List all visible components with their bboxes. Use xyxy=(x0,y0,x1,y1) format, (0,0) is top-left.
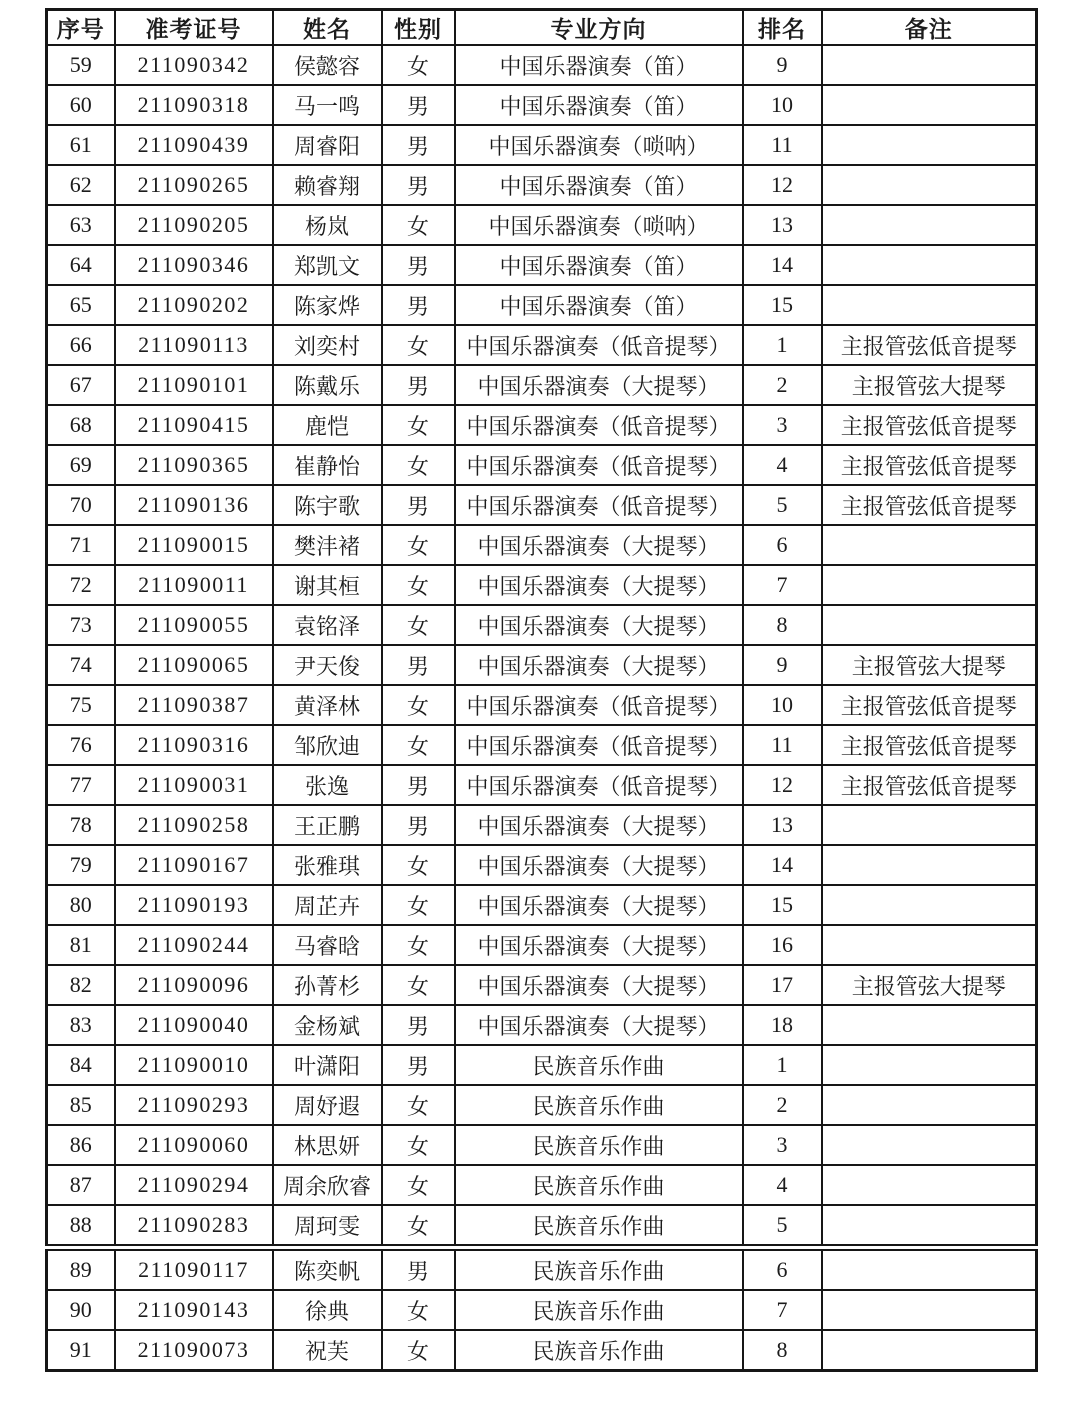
cell-major: 中国乐器演奏（大提琴） xyxy=(455,965,743,1005)
cell-gender: 女 xyxy=(382,1085,455,1125)
cell-note xyxy=(822,1045,1037,1085)
cell-exam-id: 211090293 xyxy=(115,1085,273,1125)
table-row xyxy=(47,365,1037,405)
table-row xyxy=(47,1165,1037,1205)
cell-serial-number: 77 xyxy=(47,765,115,805)
cell-serial-number: 61 xyxy=(47,125,115,165)
header-gender: 性别 xyxy=(382,10,455,46)
cell-note: 主报管弦大提琴 xyxy=(822,645,1037,685)
table-row xyxy=(47,1205,1037,1248)
cell-major: 中国乐器演奏（大提琴） xyxy=(455,925,743,965)
cell-gender: 女 xyxy=(382,1125,455,1165)
cell-name: 徐典 xyxy=(273,1290,382,1330)
cell-name: 马睿晗 xyxy=(273,925,382,965)
cell-name: 周余欣睿 xyxy=(273,1165,382,1205)
cell-major: 中国乐器演奏（唢呐） xyxy=(455,205,743,245)
cell-note xyxy=(822,245,1037,285)
cell-major: 民族音乐作曲 xyxy=(455,1330,743,1371)
header-row xyxy=(47,10,1037,46)
cell-note xyxy=(822,1205,1037,1248)
cell-gender: 男 xyxy=(382,285,455,325)
cell-serial-number: 90 xyxy=(47,1290,115,1330)
cell-major: 中国乐器演奏（笛） xyxy=(455,85,743,125)
cell-name: 王正鹏 xyxy=(273,805,382,845)
cell-name: 孙菁杉 xyxy=(273,965,382,1005)
cell-rank: 2 xyxy=(743,1085,822,1125)
cell-exam-id: 211090439 xyxy=(115,125,273,165)
cell-gender: 女 xyxy=(382,1330,455,1371)
cell-serial-number: 83 xyxy=(47,1005,115,1045)
cell-gender: 女 xyxy=(382,525,455,565)
cell-exam-id: 211090096 xyxy=(115,965,273,1005)
cell-note xyxy=(822,165,1037,205)
exam-results-sheet xyxy=(45,8,1035,1372)
cell-name: 崔静怡 xyxy=(273,445,382,485)
cell-note: 主报管弦低音提琴 xyxy=(822,485,1037,525)
cell-major: 中国乐器演奏（大提琴） xyxy=(455,885,743,925)
cell-exam-id: 211090258 xyxy=(115,805,273,845)
table-row xyxy=(47,1085,1037,1125)
cell-exam-id: 211090015 xyxy=(115,525,273,565)
cell-serial-number: 72 xyxy=(47,565,115,605)
cell-major: 中国乐器演奏（笛） xyxy=(455,165,743,205)
cell-exam-id: 211090342 xyxy=(115,45,273,85)
table-row xyxy=(47,1330,1037,1371)
cell-serial-number: 68 xyxy=(47,405,115,445)
cell-serial-number: 67 xyxy=(47,365,115,405)
cell-name: 谢其桓 xyxy=(273,565,382,605)
table-row xyxy=(47,45,1037,85)
cell-gender: 男 xyxy=(382,1045,455,1085)
table-row xyxy=(47,165,1037,205)
header-note: 备注 xyxy=(822,10,1037,46)
cell-exam-id: 211090265 xyxy=(115,165,273,205)
cell-rank: 2 xyxy=(743,365,822,405)
cell-note xyxy=(822,1005,1037,1045)
table-row xyxy=(47,485,1037,525)
table-row xyxy=(47,885,1037,925)
cell-name: 鹿恺 xyxy=(273,405,382,445)
cell-gender: 女 xyxy=(382,725,455,765)
cell-name: 金杨斌 xyxy=(273,1005,382,1045)
cell-note xyxy=(822,925,1037,965)
cell-gender: 女 xyxy=(382,405,455,445)
cell-major: 民族音乐作曲 xyxy=(455,1205,743,1248)
cell-exam-id: 211090113 xyxy=(115,325,273,365)
cell-rank: 14 xyxy=(743,845,822,885)
cell-note xyxy=(822,885,1037,925)
cell-gender: 男 xyxy=(382,165,455,205)
table-row xyxy=(47,445,1037,485)
cell-major: 中国乐器演奏（低音提琴） xyxy=(455,725,743,765)
cell-serial-number: 60 xyxy=(47,85,115,125)
table-row xyxy=(47,405,1037,445)
cell-rank: 13 xyxy=(743,805,822,845)
cell-exam-id: 211090031 xyxy=(115,765,273,805)
cell-rank: 3 xyxy=(743,405,822,445)
cell-name: 袁铭泽 xyxy=(273,605,382,645)
cell-gender: 男 xyxy=(382,805,455,845)
cell-name: 周珂雯 xyxy=(273,1205,382,1248)
cell-serial-number: 76 xyxy=(47,725,115,765)
cell-major: 中国乐器演奏（笛） xyxy=(455,45,743,85)
cell-rank: 4 xyxy=(743,1165,822,1205)
cell-serial-number: 69 xyxy=(47,445,115,485)
cell-exam-id: 211090202 xyxy=(115,285,273,325)
cell-note xyxy=(822,1165,1037,1205)
cell-gender: 女 xyxy=(382,925,455,965)
cell-major: 中国乐器演奏（大提琴） xyxy=(455,645,743,685)
cell-rank: 10 xyxy=(743,685,822,725)
cell-serial-number: 59 xyxy=(47,45,115,85)
cell-gender: 女 xyxy=(382,45,455,85)
cell-gender: 男 xyxy=(382,765,455,805)
cell-note xyxy=(822,205,1037,245)
cell-serial-number: 62 xyxy=(47,165,115,205)
cell-name: 陈家烨 xyxy=(273,285,382,325)
header-name: 姓名 xyxy=(273,10,382,46)
cell-note: 主报管弦大提琴 xyxy=(822,365,1037,405)
cell-exam-id: 211090346 xyxy=(115,245,273,285)
table-row xyxy=(47,285,1037,325)
cell-exam-id: 211090055 xyxy=(115,605,273,645)
header-rank: 排名 xyxy=(743,10,822,46)
cell-serial-number: 87 xyxy=(47,1165,115,1205)
cell-gender: 女 xyxy=(382,565,455,605)
cell-serial-number: 82 xyxy=(47,965,115,1005)
cell-major: 中国乐器演奏（大提琴） xyxy=(455,845,743,885)
cell-serial-number: 91 xyxy=(47,1330,115,1371)
cell-note xyxy=(822,1125,1037,1165)
cell-name: 邹欣迪 xyxy=(273,725,382,765)
cell-rank: 5 xyxy=(743,485,822,525)
cell-gender: 女 xyxy=(382,1290,455,1330)
cell-name: 张雅琪 xyxy=(273,845,382,885)
cell-serial-number: 71 xyxy=(47,525,115,565)
cell-major: 中国乐器演奏（大提琴） xyxy=(455,1005,743,1045)
cell-exam-id: 211090415 xyxy=(115,405,273,445)
cell-rank: 7 xyxy=(743,1290,822,1330)
table-row xyxy=(47,1005,1037,1045)
cell-name: 周睿阳 xyxy=(273,125,382,165)
cell-rank: 9 xyxy=(743,645,822,685)
cell-note xyxy=(822,805,1037,845)
cell-exam-id: 211090136 xyxy=(115,485,273,525)
cell-note xyxy=(822,605,1037,645)
cell-major: 民族音乐作曲 xyxy=(455,1290,743,1330)
cell-name: 樊沣褚 xyxy=(273,525,382,565)
table-body xyxy=(47,45,1037,1371)
cell-name: 郑凯文 xyxy=(273,245,382,285)
cell-name: 张逸 xyxy=(273,765,382,805)
cell-rank: 11 xyxy=(743,725,822,765)
cell-note xyxy=(822,1248,1037,1291)
cell-rank: 9 xyxy=(743,45,822,85)
cell-major: 民族音乐作曲 xyxy=(455,1248,743,1291)
cell-major: 中国乐器演奏（低音提琴） xyxy=(455,445,743,485)
cell-serial-number: 74 xyxy=(47,645,115,685)
table-row xyxy=(47,805,1037,845)
cell-exam-id: 211090294 xyxy=(115,1165,273,1205)
cell-serial-number: 73 xyxy=(47,605,115,645)
cell-rank: 12 xyxy=(743,165,822,205)
cell-gender: 女 xyxy=(382,965,455,1005)
cell-name: 黄泽林 xyxy=(273,685,382,725)
cell-major: 中国乐器演奏（低音提琴） xyxy=(455,325,743,365)
cell-name: 陈奕帆 xyxy=(273,1248,382,1291)
cell-name: 周妤遐 xyxy=(273,1085,382,1125)
table-row xyxy=(47,1248,1037,1291)
cell-note xyxy=(822,85,1037,125)
cell-major: 中国乐器演奏（大提琴） xyxy=(455,565,743,605)
table-header xyxy=(47,10,1037,46)
cell-serial-number: 81 xyxy=(47,925,115,965)
cell-note: 主报管弦低音提琴 xyxy=(822,765,1037,805)
cell-note: 主报管弦低音提琴 xyxy=(822,685,1037,725)
cell-major: 中国乐器演奏（低音提琴） xyxy=(455,485,743,525)
cell-note: 主报管弦低音提琴 xyxy=(822,405,1037,445)
cell-exam-id: 211090318 xyxy=(115,85,273,125)
cell-rank: 15 xyxy=(743,885,822,925)
table-row xyxy=(47,765,1037,805)
cell-gender: 男 xyxy=(382,365,455,405)
cell-gender: 男 xyxy=(382,245,455,285)
cell-exam-id: 211090040 xyxy=(115,1005,273,1045)
cell-name: 赖睿翔 xyxy=(273,165,382,205)
cell-exam-id: 211090387 xyxy=(115,685,273,725)
header-major: 专业方向 xyxy=(455,10,743,46)
cell-note: 主报管弦低音提琴 xyxy=(822,725,1037,765)
cell-exam-id: 211090065 xyxy=(115,645,273,685)
cell-gender: 女 xyxy=(382,205,455,245)
cell-gender: 女 xyxy=(382,885,455,925)
cell-exam-id: 211090283 xyxy=(115,1205,273,1248)
cell-rank: 16 xyxy=(743,925,822,965)
cell-rank: 14 xyxy=(743,245,822,285)
table-row xyxy=(47,965,1037,1005)
cell-major: 中国乐器演奏（唢呐） xyxy=(455,125,743,165)
cell-major: 中国乐器演奏（低音提琴） xyxy=(455,685,743,725)
table-row xyxy=(47,325,1037,365)
table-row xyxy=(47,645,1037,685)
cell-rank: 1 xyxy=(743,1045,822,1085)
cell-gender: 男 xyxy=(382,645,455,685)
cell-gender: 女 xyxy=(382,1205,455,1248)
cell-rank: 4 xyxy=(743,445,822,485)
cell-note xyxy=(822,1085,1037,1125)
cell-gender: 男 xyxy=(382,125,455,165)
cell-note xyxy=(822,525,1037,565)
cell-exam-id: 211090060 xyxy=(115,1125,273,1165)
cell-serial-number: 78 xyxy=(47,805,115,845)
table-row xyxy=(47,245,1037,285)
cell-serial-number: 75 xyxy=(47,685,115,725)
cell-major: 民族音乐作曲 xyxy=(455,1085,743,1125)
cell-name: 叶潇阳 xyxy=(273,1045,382,1085)
cell-exam-id: 211090193 xyxy=(115,885,273,925)
cell-name: 周芷卉 xyxy=(273,885,382,925)
cell-rank: 12 xyxy=(743,765,822,805)
cell-exam-id: 211090167 xyxy=(115,845,273,885)
results-table xyxy=(45,8,1038,1372)
cell-gender: 男 xyxy=(382,1005,455,1045)
cell-note: 主报管弦低音提琴 xyxy=(822,445,1037,485)
cell-name: 陈戴乐 xyxy=(273,365,382,405)
cell-name: 马一鸣 xyxy=(273,85,382,125)
cell-gender: 女 xyxy=(382,325,455,365)
cell-major: 中国乐器演奏（低音提琴） xyxy=(455,765,743,805)
table-row xyxy=(47,725,1037,765)
cell-rank: 13 xyxy=(743,205,822,245)
cell-rank: 18 xyxy=(743,1005,822,1045)
cell-name: 林思妍 xyxy=(273,1125,382,1165)
cell-name: 侯懿容 xyxy=(273,45,382,85)
cell-name: 杨岚 xyxy=(273,205,382,245)
cell-rank: 6 xyxy=(743,1248,822,1291)
cell-exam-id: 211090117 xyxy=(115,1248,273,1291)
cell-note xyxy=(822,285,1037,325)
table-row xyxy=(47,1290,1037,1330)
table-row xyxy=(47,1045,1037,1085)
cell-serial-number: 66 xyxy=(47,325,115,365)
header-exam-id: 准考证号 xyxy=(115,10,273,46)
cell-gender: 男 xyxy=(382,1248,455,1291)
cell-serial-number: 79 xyxy=(47,845,115,885)
cell-note xyxy=(822,45,1037,85)
cell-rank: 7 xyxy=(743,565,822,605)
cell-rank: 15 xyxy=(743,285,822,325)
cell-serial-number: 84 xyxy=(47,1045,115,1085)
cell-gender: 女 xyxy=(382,605,455,645)
cell-serial-number: 89 xyxy=(47,1248,115,1291)
table-row xyxy=(47,85,1037,125)
cell-major: 中国乐器演奏（大提琴） xyxy=(455,525,743,565)
cell-rank: 6 xyxy=(743,525,822,565)
table-row xyxy=(47,685,1037,725)
cell-serial-number: 70 xyxy=(47,485,115,525)
cell-serial-number: 86 xyxy=(47,1125,115,1165)
cell-gender: 女 xyxy=(382,1165,455,1205)
cell-name: 陈宇歌 xyxy=(273,485,382,525)
cell-major: 中国乐器演奏（大提琴） xyxy=(455,365,743,405)
cell-note xyxy=(822,1290,1037,1330)
cell-exam-id: 211090205 xyxy=(115,205,273,245)
cell-major: 民族音乐作曲 xyxy=(455,1045,743,1085)
cell-gender: 女 xyxy=(382,445,455,485)
cell-major: 中国乐器演奏（大提琴） xyxy=(455,605,743,645)
cell-gender: 男 xyxy=(382,485,455,525)
cell-exam-id: 211090073 xyxy=(115,1330,273,1371)
cell-serial-number: 65 xyxy=(47,285,115,325)
cell-major: 中国乐器演奏（低音提琴） xyxy=(455,405,743,445)
cell-rank: 8 xyxy=(743,605,822,645)
cell-gender: 女 xyxy=(382,845,455,885)
cell-serial-number: 85 xyxy=(47,1085,115,1125)
table-row xyxy=(47,925,1037,965)
table-row xyxy=(47,125,1037,165)
cell-serial-number: 64 xyxy=(47,245,115,285)
cell-rank: 8 xyxy=(743,1330,822,1371)
table-row xyxy=(47,205,1037,245)
cell-rank: 10 xyxy=(743,85,822,125)
cell-rank: 5 xyxy=(743,1205,822,1248)
table-row xyxy=(47,605,1037,645)
cell-serial-number: 80 xyxy=(47,885,115,925)
cell-exam-id: 211090101 xyxy=(115,365,273,405)
cell-serial-number: 88 xyxy=(47,1205,115,1248)
cell-name: 尹天俊 xyxy=(273,645,382,685)
cell-exam-id: 211090244 xyxy=(115,925,273,965)
cell-exam-id: 211090143 xyxy=(115,1290,273,1330)
cell-major: 民族音乐作曲 xyxy=(455,1125,743,1165)
table-row xyxy=(47,1125,1037,1165)
table-row xyxy=(47,565,1037,605)
cell-major: 民族音乐作曲 xyxy=(455,1165,743,1205)
table-row xyxy=(47,845,1037,885)
cell-note xyxy=(822,1330,1037,1371)
cell-major: 中国乐器演奏（笛） xyxy=(455,285,743,325)
cell-serial-number: 63 xyxy=(47,205,115,245)
cell-note: 主报管弦大提琴 xyxy=(822,965,1037,1005)
cell-gender: 女 xyxy=(382,685,455,725)
cell-rank: 3 xyxy=(743,1125,822,1165)
table-row xyxy=(47,525,1037,565)
cell-name: 刘奕村 xyxy=(273,325,382,365)
cell-note xyxy=(822,125,1037,165)
cell-exam-id: 211090316 xyxy=(115,725,273,765)
cell-rank: 11 xyxy=(743,125,822,165)
cell-name: 祝芙 xyxy=(273,1330,382,1371)
header-serial-number: 序号 xyxy=(47,10,115,46)
cell-rank: 17 xyxy=(743,965,822,1005)
cell-note xyxy=(822,565,1037,605)
cell-gender: 男 xyxy=(382,85,455,125)
cell-rank: 1 xyxy=(743,325,822,365)
cell-major: 中国乐器演奏（笛） xyxy=(455,245,743,285)
cell-major: 中国乐器演奏（大提琴） xyxy=(455,805,743,845)
cell-exam-id: 211090010 xyxy=(115,1045,273,1085)
cell-note xyxy=(822,845,1037,885)
cell-note: 主报管弦低音提琴 xyxy=(822,325,1037,365)
cell-exam-id: 211090011 xyxy=(115,565,273,605)
cell-exam-id: 211090365 xyxy=(115,445,273,485)
